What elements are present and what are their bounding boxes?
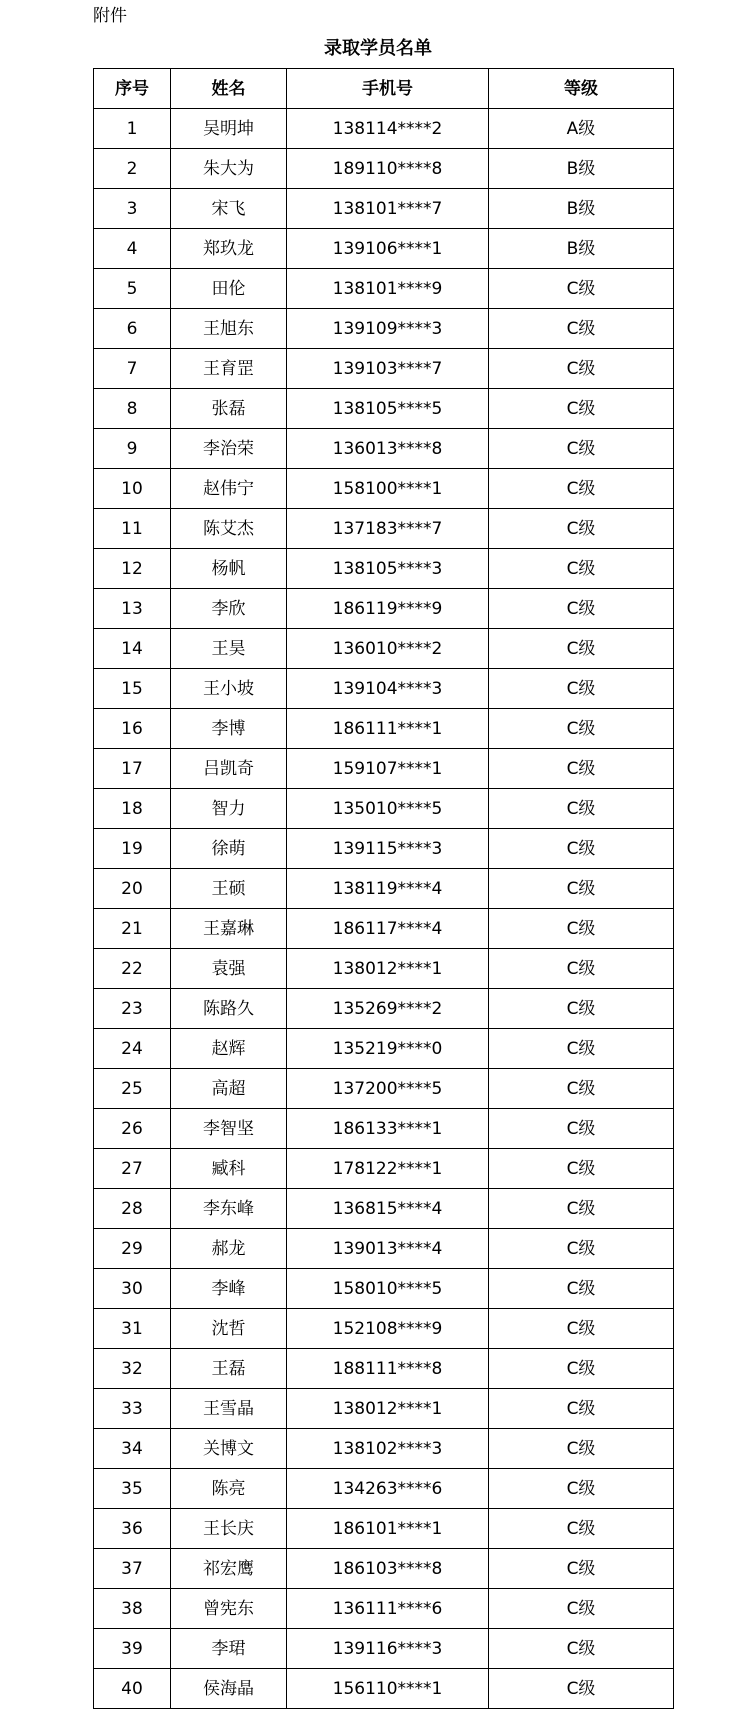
cell-phone: 189110****8 bbox=[287, 149, 489, 189]
table-row bbox=[94, 309, 674, 349]
table-row bbox=[94, 1469, 674, 1509]
cell-grade: C级 bbox=[489, 1029, 674, 1069]
cell-phone: 139116****3 bbox=[287, 1629, 489, 1669]
cell-phone: 137200****5 bbox=[287, 1069, 489, 1109]
cell-seq: 33 bbox=[94, 1389, 171, 1429]
cell-name: 李智坚 bbox=[171, 1109, 287, 1149]
cell-name: 李博 bbox=[171, 709, 287, 749]
cell-seq: 40 bbox=[94, 1669, 171, 1709]
cell-phone: 139103****7 bbox=[287, 349, 489, 389]
cell-grade: C级 bbox=[489, 269, 674, 309]
cell-name: 王昊 bbox=[171, 629, 287, 669]
cell-seq: 19 bbox=[94, 829, 171, 869]
cell-phone: 134263****6 bbox=[287, 1469, 489, 1509]
cell-grade: C级 bbox=[489, 589, 674, 629]
cell-name: 郑玖龙 bbox=[171, 229, 287, 269]
cell-phone: 139109****3 bbox=[287, 309, 489, 349]
cell-seq: 36 bbox=[94, 1509, 171, 1549]
table-row bbox=[94, 709, 674, 749]
cell-seq: 15 bbox=[94, 669, 171, 709]
table-row bbox=[94, 269, 674, 309]
cell-name: 郝龙 bbox=[171, 1229, 287, 1269]
cell-phone: 138119****4 bbox=[287, 869, 489, 909]
cell-name: 吕凯奇 bbox=[171, 749, 287, 789]
cell-grade: C级 bbox=[489, 429, 674, 469]
cell-seq: 1 bbox=[94, 109, 171, 149]
cell-seq: 17 bbox=[94, 749, 171, 789]
cell-seq: 25 bbox=[94, 1069, 171, 1109]
cell-grade: B级 bbox=[489, 149, 674, 189]
cell-phone: 139115****3 bbox=[287, 829, 489, 869]
cell-seq: 13 bbox=[94, 589, 171, 629]
cell-phone: 138012****1 bbox=[287, 1389, 489, 1429]
cell-phone: 138114****2 bbox=[287, 109, 489, 149]
cell-phone: 137183****7 bbox=[287, 509, 489, 549]
table-row bbox=[94, 909, 674, 949]
cell-phone: 186111****1 bbox=[287, 709, 489, 749]
cell-phone: 186101****1 bbox=[287, 1509, 489, 1549]
cell-seq: 10 bbox=[94, 469, 171, 509]
cell-seq: 21 bbox=[94, 909, 171, 949]
cell-name: 李峰 bbox=[171, 1269, 287, 1309]
cell-name: 李珺 bbox=[171, 1629, 287, 1669]
cell-name: 朱大为 bbox=[171, 149, 287, 189]
cell-name: 沈哲 bbox=[171, 1309, 287, 1349]
table-row bbox=[94, 1589, 674, 1629]
table-row bbox=[94, 589, 674, 629]
cell-grade: C级 bbox=[489, 1309, 674, 1349]
table-row bbox=[94, 549, 674, 589]
cell-name: 陈艾杰 bbox=[171, 509, 287, 549]
header-grade: 等级 bbox=[489, 69, 674, 109]
cell-grade: C级 bbox=[489, 549, 674, 589]
cell-seq: 3 bbox=[94, 189, 171, 229]
cell-grade: C级 bbox=[489, 1069, 674, 1109]
header-name: 姓名 bbox=[171, 69, 287, 109]
table-row bbox=[94, 1429, 674, 1469]
cell-grade: C级 bbox=[489, 949, 674, 989]
cell-seq: 20 bbox=[94, 869, 171, 909]
cell-seq: 30 bbox=[94, 1269, 171, 1309]
cell-name: 杨帆 bbox=[171, 549, 287, 589]
cell-name: 李欣 bbox=[171, 589, 287, 629]
table-row bbox=[94, 109, 674, 149]
table-row bbox=[94, 389, 674, 429]
table-row bbox=[94, 1629, 674, 1669]
cell-seq: 32 bbox=[94, 1349, 171, 1389]
cell-phone: 186117****4 bbox=[287, 909, 489, 949]
table-row bbox=[94, 1069, 674, 1109]
cell-seq: 11 bbox=[94, 509, 171, 549]
cell-grade: C级 bbox=[489, 1629, 674, 1669]
cell-phone: 136013****8 bbox=[287, 429, 489, 469]
cell-name: 陈亮 bbox=[171, 1469, 287, 1509]
cell-name: 高超 bbox=[171, 1069, 287, 1109]
cell-seq: 4 bbox=[94, 229, 171, 269]
table-row bbox=[94, 349, 674, 389]
cell-phone: 138105****5 bbox=[287, 389, 489, 429]
cell-phone: 152108****9 bbox=[287, 1309, 489, 1349]
cell-grade: C级 bbox=[489, 1549, 674, 1589]
header-seq: 序号 bbox=[94, 69, 171, 109]
cell-seq: 22 bbox=[94, 949, 171, 989]
cell-grade: C级 bbox=[489, 349, 674, 389]
cell-seq: 18 bbox=[94, 789, 171, 829]
cell-name: 王长庆 bbox=[171, 1509, 287, 1549]
table-row bbox=[94, 469, 674, 509]
cell-phone: 136111****6 bbox=[287, 1589, 489, 1629]
cell-name: 田伦 bbox=[171, 269, 287, 309]
table-row bbox=[94, 1549, 674, 1589]
cell-grade: C级 bbox=[489, 309, 674, 349]
cell-name: 徐萌 bbox=[171, 829, 287, 869]
cell-phone: 156110****1 bbox=[287, 1669, 489, 1709]
table-row bbox=[94, 749, 674, 789]
cell-name: 王小坡 bbox=[171, 669, 287, 709]
cell-phone: 139104****3 bbox=[287, 669, 489, 709]
cell-grade: C级 bbox=[489, 1469, 674, 1509]
cell-seq: 16 bbox=[94, 709, 171, 749]
cell-name: 赵辉 bbox=[171, 1029, 287, 1069]
table-body bbox=[94, 109, 674, 1709]
cell-name: 吴明坤 bbox=[171, 109, 287, 149]
table-row bbox=[94, 1109, 674, 1149]
cell-grade: C级 bbox=[489, 1349, 674, 1389]
cell-phone: 138101****7 bbox=[287, 189, 489, 229]
cell-seq: 35 bbox=[94, 1469, 171, 1509]
cell-name: 李东峰 bbox=[171, 1189, 287, 1229]
cell-name: 张磊 bbox=[171, 389, 287, 429]
cell-name: 李治荣 bbox=[171, 429, 287, 469]
admitted-students-table bbox=[93, 68, 674, 1709]
cell-grade: C级 bbox=[489, 1589, 674, 1629]
page-title: 录取学员名单 bbox=[324, 38, 432, 59]
cell-name: 曾宪东 bbox=[171, 1589, 287, 1629]
cell-phone: 186103****8 bbox=[287, 1549, 489, 1589]
cell-phone: 159107****1 bbox=[287, 749, 489, 789]
cell-grade: C级 bbox=[489, 1429, 674, 1469]
table-row bbox=[94, 1149, 674, 1189]
table-row bbox=[94, 1509, 674, 1549]
cell-seq: 23 bbox=[94, 989, 171, 1029]
cell-grade: C级 bbox=[489, 789, 674, 829]
table-row bbox=[94, 1349, 674, 1389]
cell-name: 祁宏鹰 bbox=[171, 1549, 287, 1589]
cell-grade: C级 bbox=[489, 509, 674, 549]
cell-name: 陈路久 bbox=[171, 989, 287, 1029]
header-phone: 手机号 bbox=[287, 69, 489, 109]
cell-name: 赵伟宁 bbox=[171, 469, 287, 509]
cell-phone: 139106****1 bbox=[287, 229, 489, 269]
cell-phone: 186119****9 bbox=[287, 589, 489, 629]
cell-name: 王旭东 bbox=[171, 309, 287, 349]
table-row bbox=[94, 1229, 674, 1269]
cell-name: 臧科 bbox=[171, 1149, 287, 1189]
cell-grade: A级 bbox=[489, 109, 674, 149]
cell-name: 侯海晶 bbox=[171, 1669, 287, 1709]
cell-name: 王育罡 bbox=[171, 349, 287, 389]
table-header-row bbox=[94, 69, 674, 109]
table-row bbox=[94, 429, 674, 469]
cell-name: 智力 bbox=[171, 789, 287, 829]
cell-grade: C级 bbox=[489, 1109, 674, 1149]
table-row bbox=[94, 509, 674, 549]
cell-seq: 28 bbox=[94, 1189, 171, 1229]
cell-grade: C级 bbox=[489, 629, 674, 669]
table-row bbox=[94, 829, 674, 869]
cell-name: 王雪晶 bbox=[171, 1389, 287, 1429]
cell-grade: C级 bbox=[489, 829, 674, 869]
attachment-label: 附件 bbox=[93, 6, 127, 26]
cell-phone: 138105****3 bbox=[287, 549, 489, 589]
table-row bbox=[94, 629, 674, 669]
cell-grade: C级 bbox=[489, 749, 674, 789]
cell-grade: B级 bbox=[489, 189, 674, 229]
cell-grade: C级 bbox=[489, 1389, 674, 1429]
cell-phone: 186133****1 bbox=[287, 1109, 489, 1149]
table-row bbox=[94, 189, 674, 229]
cell-seq: 27 bbox=[94, 1149, 171, 1189]
table-row bbox=[94, 1269, 674, 1309]
cell-grade: C级 bbox=[489, 909, 674, 949]
cell-seq: 9 bbox=[94, 429, 171, 469]
cell-phone: 188111****8 bbox=[287, 1349, 489, 1389]
cell-phone: 135219****0 bbox=[287, 1029, 489, 1069]
cell-seq: 12 bbox=[94, 549, 171, 589]
cell-phone: 158010****5 bbox=[287, 1269, 489, 1309]
cell-grade: C级 bbox=[489, 1669, 674, 1709]
cell-seq: 26 bbox=[94, 1109, 171, 1149]
cell-grade: C级 bbox=[489, 989, 674, 1029]
cell-grade: C级 bbox=[489, 389, 674, 429]
table-row bbox=[94, 789, 674, 829]
cell-grade: C级 bbox=[489, 869, 674, 909]
cell-seq: 34 bbox=[94, 1429, 171, 1469]
cell-phone: 136010****2 bbox=[287, 629, 489, 669]
table-row bbox=[94, 1189, 674, 1229]
cell-seq: 2 bbox=[94, 149, 171, 189]
table-row bbox=[94, 1029, 674, 1069]
table-row bbox=[94, 1389, 674, 1429]
cell-grade: C级 bbox=[489, 1189, 674, 1229]
cell-grade: C级 bbox=[489, 1269, 674, 1309]
table-row bbox=[94, 989, 674, 1029]
cell-phone: 139013****4 bbox=[287, 1229, 489, 1269]
cell-seq: 5 bbox=[94, 269, 171, 309]
table-row bbox=[94, 229, 674, 269]
cell-seq: 31 bbox=[94, 1309, 171, 1349]
cell-seq: 6 bbox=[94, 309, 171, 349]
cell-phone: 178122****1 bbox=[287, 1149, 489, 1189]
table-row bbox=[94, 1669, 674, 1709]
cell-phone: 135269****2 bbox=[287, 989, 489, 1029]
cell-grade: C级 bbox=[489, 1509, 674, 1549]
cell-seq: 14 bbox=[94, 629, 171, 669]
cell-name: 王嘉琳 bbox=[171, 909, 287, 949]
cell-grade: C级 bbox=[489, 1149, 674, 1189]
cell-grade: C级 bbox=[489, 709, 674, 749]
table-row bbox=[94, 1309, 674, 1349]
table-row bbox=[94, 869, 674, 909]
cell-grade: C级 bbox=[489, 669, 674, 709]
cell-name: 关博文 bbox=[171, 1429, 287, 1469]
cell-seq: 39 bbox=[94, 1629, 171, 1669]
cell-phone: 135010****5 bbox=[287, 789, 489, 829]
cell-grade: B级 bbox=[489, 229, 674, 269]
cell-grade: C级 bbox=[489, 469, 674, 509]
cell-name: 王磊 bbox=[171, 1349, 287, 1389]
cell-grade: C级 bbox=[489, 1229, 674, 1269]
cell-seq: 7 bbox=[94, 349, 171, 389]
cell-phone: 138012****1 bbox=[287, 949, 489, 989]
cell-seq: 8 bbox=[94, 389, 171, 429]
cell-seq: 38 bbox=[94, 1589, 171, 1629]
table-row bbox=[94, 669, 674, 709]
cell-phone: 138102****3 bbox=[287, 1429, 489, 1469]
cell-phone: 136815****4 bbox=[287, 1189, 489, 1229]
cell-name: 王硕 bbox=[171, 869, 287, 909]
cell-phone: 158100****1 bbox=[287, 469, 489, 509]
cell-seq: 37 bbox=[94, 1549, 171, 1589]
cell-seq: 29 bbox=[94, 1229, 171, 1269]
cell-phone: 138101****9 bbox=[287, 269, 489, 309]
cell-name: 袁强 bbox=[171, 949, 287, 989]
cell-name: 宋飞 bbox=[171, 189, 287, 229]
table-row bbox=[94, 949, 674, 989]
table-row bbox=[94, 149, 674, 189]
cell-seq: 24 bbox=[94, 1029, 171, 1069]
